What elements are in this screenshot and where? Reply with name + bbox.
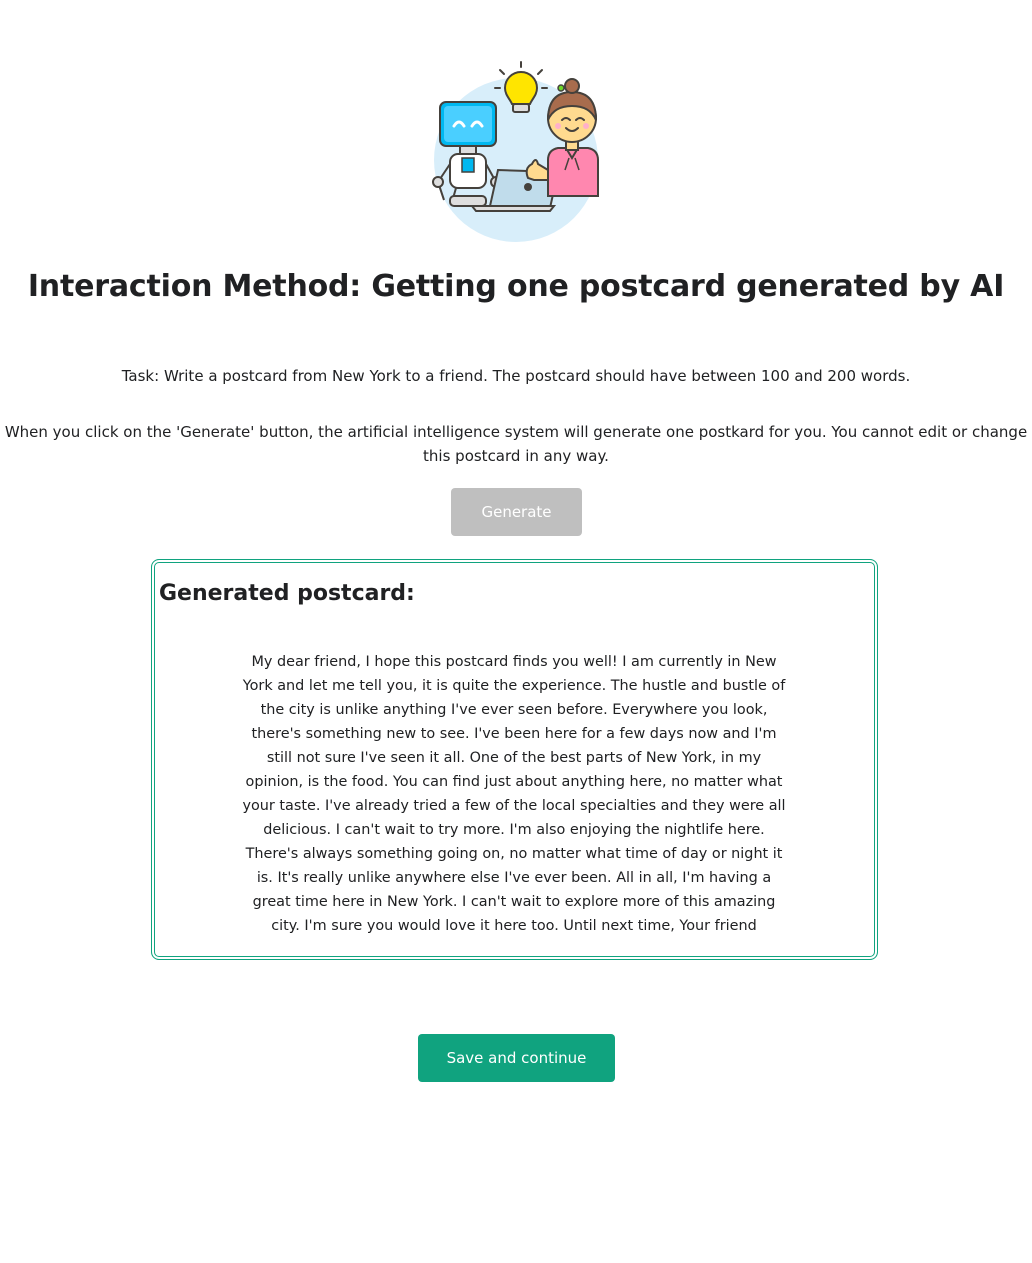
robot-and-woman-with-laptop-illustration [420, 60, 612, 246]
task-description: Task: Write a postcard from New York to a friend. The postcard should have between 100 and 200 words. [121, 367, 911, 385]
generated-postcard-panel [151, 559, 878, 960]
page-title: Interaction Method: Getting one postcard generated by AI [27, 269, 1005, 304]
instructions-text: When you click on the 'Generate' button, the artificial intelligence system will generate one postkard for you. You cannot edit or change this postcard in any way. [4, 423, 1028, 465]
postcard-heading: Generated postcard: [159, 581, 415, 606]
generate-button[interactable]: Generate [451, 488, 582, 536]
save-and-continue-button[interactable]: Save and continue [418, 1034, 615, 1082]
postcard-body: My dear friend, I hope this postcard finds you well! I am currently in New York and let me tell you, it is quite the experience. The hustle and bustle of the city is unlike anything I've ever seen before. Everywhere you look, there's something new to see. I've been here for a few days now and I'm still not sure I've seen it all. One of the best parts of New York, in my opinion, is the food. You can find just about anything here, no matter what your taste. I've already tried a few of the local specialties and they were all delicious. I can't wait to try more. I'm also enjoying the nightlife here. There's always something going on, no matter what time of day or night it is. It's really unlike anywhere else I've ever been. All in all, I'm having a great time here in New York. I can't wait to explore more of this amazing city. I'm sure you would love it here too. Until next time, Your friend [242, 654, 786, 934]
